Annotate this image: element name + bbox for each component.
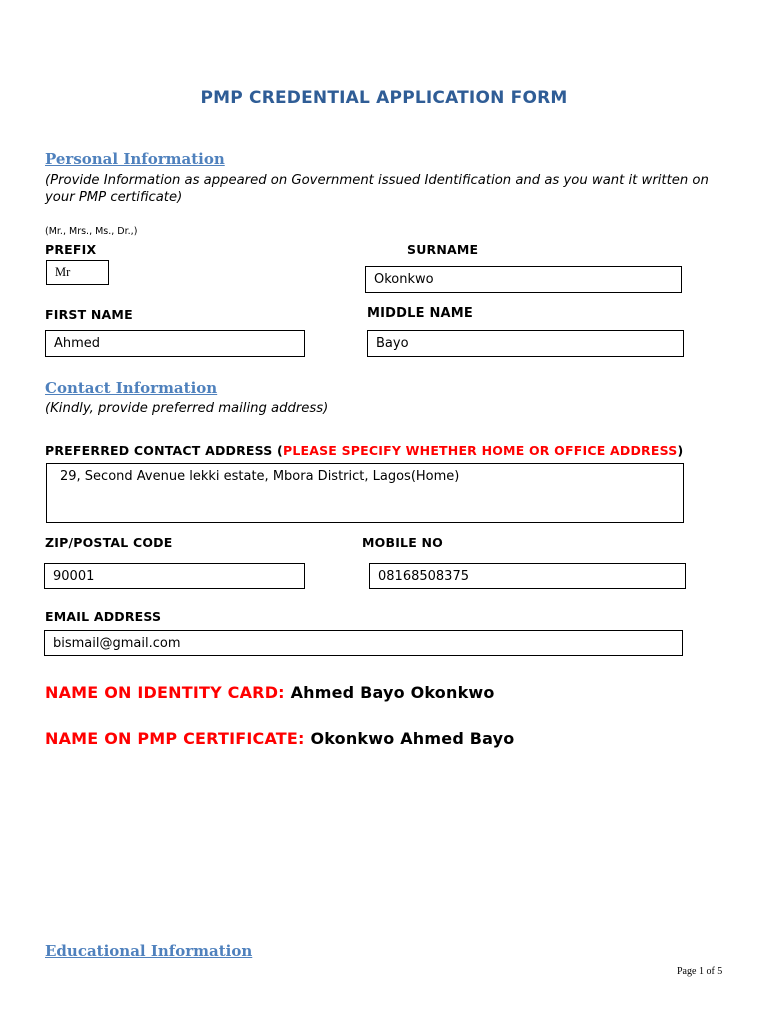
prefix-field[interactable]: Mr: [46, 260, 109, 285]
surname-field[interactable]: Okonkwo: [365, 266, 682, 293]
address-label-text: PREFERRED CONTACT ADDRESS (: [45, 443, 283, 458]
address-label-close: ): [677, 443, 684, 458]
address-field[interactable]: 29, Second Avenue lekki estate, Mbora District, Lagos(Home): [46, 463, 684, 523]
contact-information-heading: Contact Information: [45, 379, 218, 397]
zip-label: ZIP/POSTAL CODE: [45, 535, 173, 550]
surname-label: SURNAME: [407, 242, 479, 257]
certificate-line: [45, 729, 514, 748]
first-name-label: FIRST NAME: [45, 307, 133, 322]
personal-information-note: (Provide Information as appeared on Government issued Identification and as you want it written on your PMP certificate): [45, 173, 709, 205]
email-field[interactable]: bismail@gmail.com: [44, 630, 683, 656]
address-type-instruction: PLEASE SPECIFY WHETHER HOME OR OFFICE ADDRESS: [282, 443, 678, 458]
personal-information-heading: Personal Information: [45, 150, 225, 168]
contact-information-note: (Kindly, provide preferred mailing address): [45, 401, 329, 416]
middle-name-field[interactable]: Bayo: [367, 330, 684, 357]
prefix-label: PREFIX: [45, 242, 97, 257]
identity-card-name: Ahmed Bayo Okonkwo: [290, 683, 495, 702]
middle-name-label: MIDDLE NAME: [367, 306, 474, 321]
certificate-label: NAME ON PMP CERTIFICATE:: [45, 729, 305, 748]
identity-card-label: NAME ON IDENTITY CARD:: [45, 683, 285, 702]
zip-field[interactable]: 90001: [44, 563, 305, 589]
first-name-field[interactable]: Ahmed: [45, 330, 305, 357]
mobile-label: MOBILE NO: [362, 535, 443, 550]
certificate-name: Okonkwo Ahmed Bayo: [310, 729, 515, 748]
address-label: [45, 443, 683, 458]
identity-card-line: [45, 683, 495, 702]
prefix-hint: (Mr., Mrs., Ms., Dr.,): [45, 226, 138, 237]
mobile-field[interactable]: 08168508375: [369, 563, 686, 589]
email-label: EMAIL ADDRESS: [45, 609, 162, 624]
page-title: PMP CREDENTIAL APPLICATION FORM: [200, 88, 568, 108]
page-number: Page 1 of 5: [677, 966, 723, 977]
educational-information-heading: Educational Information: [45, 942, 253, 960]
